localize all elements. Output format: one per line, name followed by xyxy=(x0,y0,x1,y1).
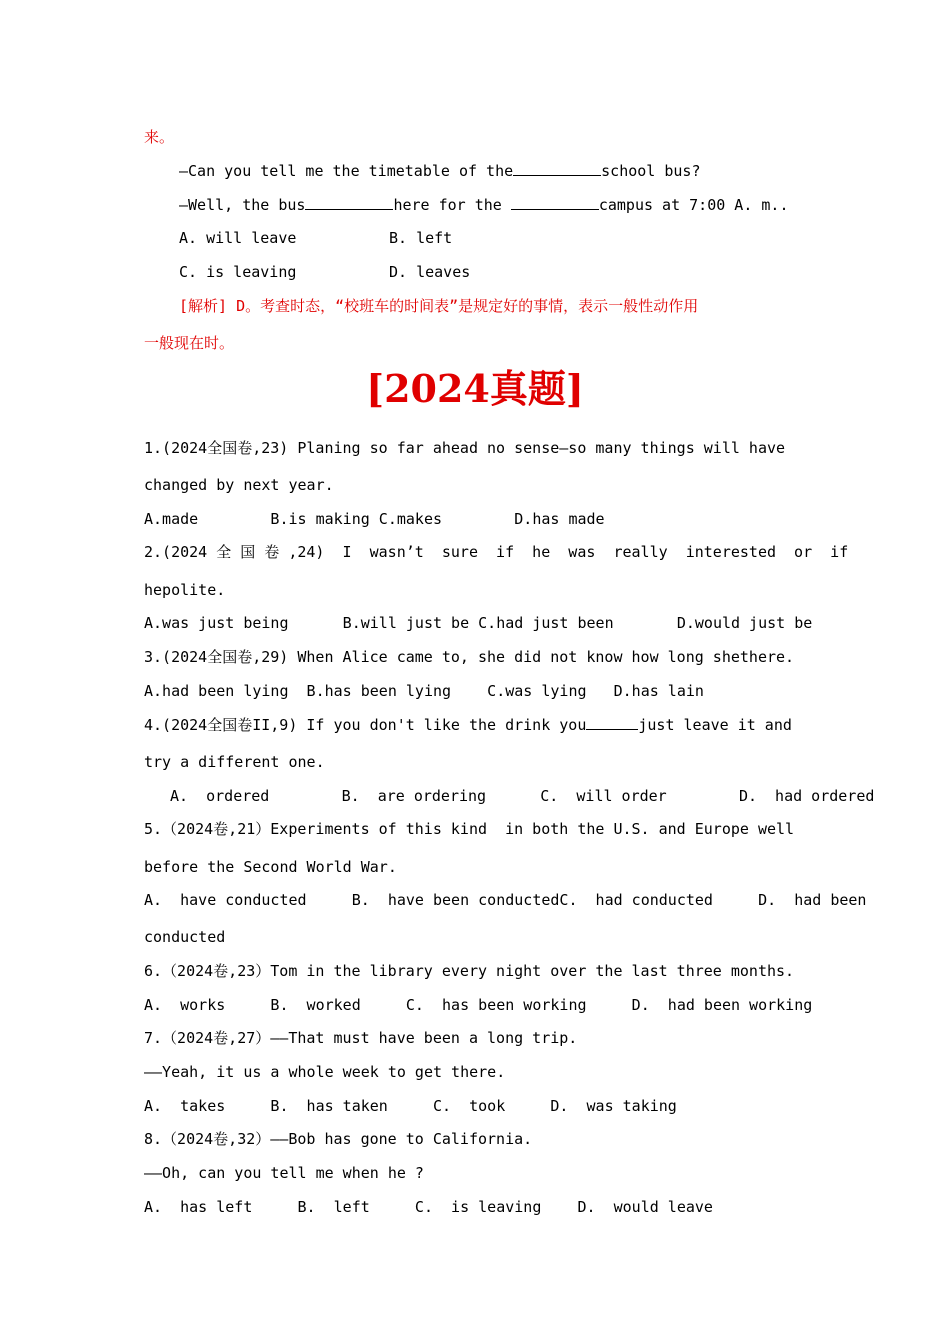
q2-options: A.was just being B.will just be C.had just been D.would just be xyxy=(144,614,813,632)
q8-line-2: ——Oh, can you tell me when he ? xyxy=(144,1164,424,1182)
q7-line-1: 7.（2024卷,27）——That must have been a long trip. xyxy=(144,1029,578,1047)
prev-option-a: A. will leave xyxy=(179,229,297,247)
prev-option-c: C. is leaving xyxy=(179,263,297,281)
prev-analysis-line-1: [解析] D。考查时态，“校班车的时间表”是规定好的事情，表示一般性动作用 xyxy=(179,297,699,315)
prev-tail: 来。 xyxy=(144,128,175,146)
q3-line-1: 3.(2024全国卷,29) When Alice came to, she did not know how long shethere. xyxy=(144,648,795,666)
q2-line-1: 2.(2024 全 国 卷 ,24) I wasn’t sure if he was really interested or if xyxy=(144,543,849,561)
prev-option-b: B. left xyxy=(389,229,453,247)
blank xyxy=(513,161,601,176)
blank xyxy=(305,195,393,210)
q3-options: A.had been lying B.has been lying C.was lying D.has lain xyxy=(144,682,704,700)
q5-line-4: conducted xyxy=(144,928,226,946)
blank xyxy=(511,195,599,210)
q6-line-1: 6.（2024卷,23）Tom in the library every night over the last three months. xyxy=(144,962,795,980)
q7-options: A. takes B. has taken C. took D. was taking xyxy=(144,1097,677,1115)
q8-line-1: 8.（2024卷,32）——Bob has gone to California. xyxy=(144,1130,533,1148)
q4-options: A. ordered B. are ordering C. will order D. had ordered xyxy=(170,787,875,805)
q1-line-1: 1.(2024全国卷,23) Planing so far ahead no sense—so many things will have xyxy=(144,439,786,457)
q2-line-2: hepolite. xyxy=(144,581,226,599)
prev-analysis-line-2: 一般现在时。 xyxy=(144,334,235,352)
blank xyxy=(586,715,638,730)
q5-line-1: 5.（2024卷,21）Experiments of this kind in both the U.S. and Europe well xyxy=(144,820,795,838)
q4-line-1: 4.(2024全国卷II,9) If you don't like the drink you just leave it and xyxy=(144,716,792,734)
q1-options: A.made B.is making C.makes D.has made xyxy=(144,510,605,528)
prev-dialog-line-1: —Can you tell me the timetable of the school bus? xyxy=(179,162,701,180)
q4-line-2: try a different one. xyxy=(144,753,325,771)
q8-options: A. has left B. left C. is leaving D. would leave xyxy=(144,1198,713,1216)
q1-line-2: changed by next year. xyxy=(144,476,334,494)
prev-option-d: D. leaves xyxy=(389,263,471,281)
q5-line-2: before the Second World War. xyxy=(144,858,397,876)
q6-options: A. works B. worked C. has been working D. had been working xyxy=(144,996,813,1014)
section-title: [2024真题] xyxy=(366,366,584,411)
prev-dialog-line-2: —Well, the bus here for the campus at 7:00 A. m.. xyxy=(179,196,789,214)
q5-options: A. have conducted B. have been conductedC. had conducted D. had been xyxy=(144,891,867,909)
q7-line-2: ——Yeah, it us a whole week to get there. xyxy=(144,1063,506,1081)
